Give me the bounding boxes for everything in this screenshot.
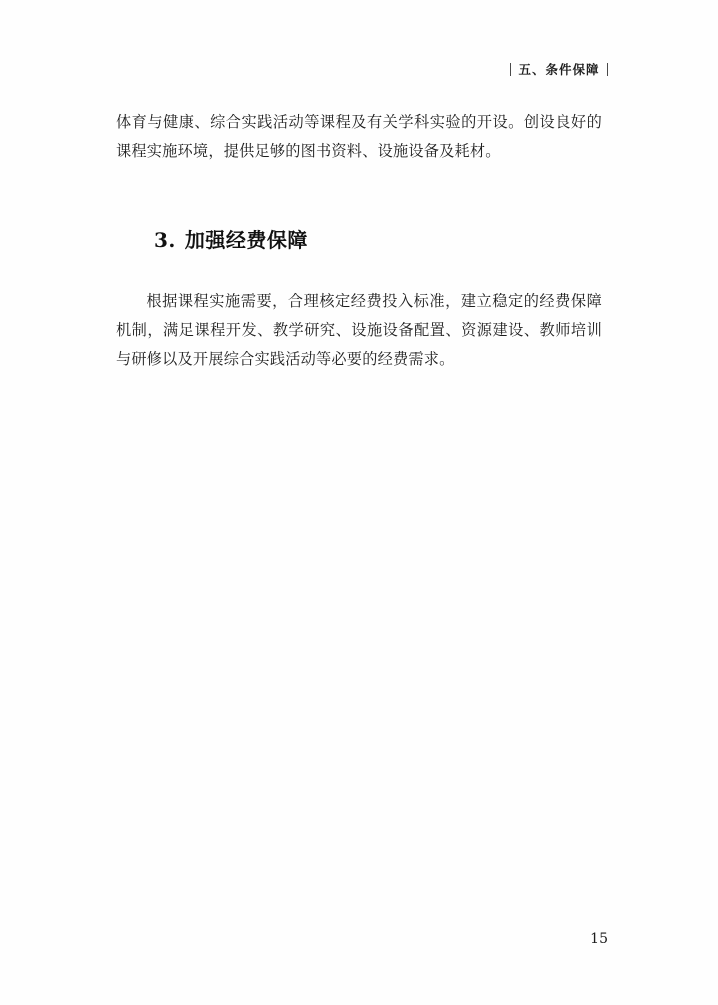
running-header: [510, 60, 608, 78]
running-header-title: 五、条件保障: [518, 62, 600, 77]
section-heading-block: [116, 224, 602, 253]
page-number: 15: [590, 931, 608, 947]
section-heading-number: 3.: [154, 228, 176, 252]
section-heading-text: 加强经费保障: [184, 228, 308, 252]
page-content: [116, 108, 602, 374]
body-paragraph-1: 体育与健康、综合实践活动等课程及有关学科实验的开设。创设良好的课程实施环境，提供足够的图书资料、设施设备及耗材。: [116, 113, 602, 160]
header-left-rule-icon: [510, 63, 512, 76]
body-paragraph-2: 根据课程实施需要，合理核定经费投入标准，建立稳定的经费保障机制，满足课程开发、教学研究、设施设备配置、资源建设、教师培训与研修以及开展综合实践活动等必要的经费需求。: [116, 292, 602, 368]
header-right-rule-icon: [607, 63, 609, 76]
